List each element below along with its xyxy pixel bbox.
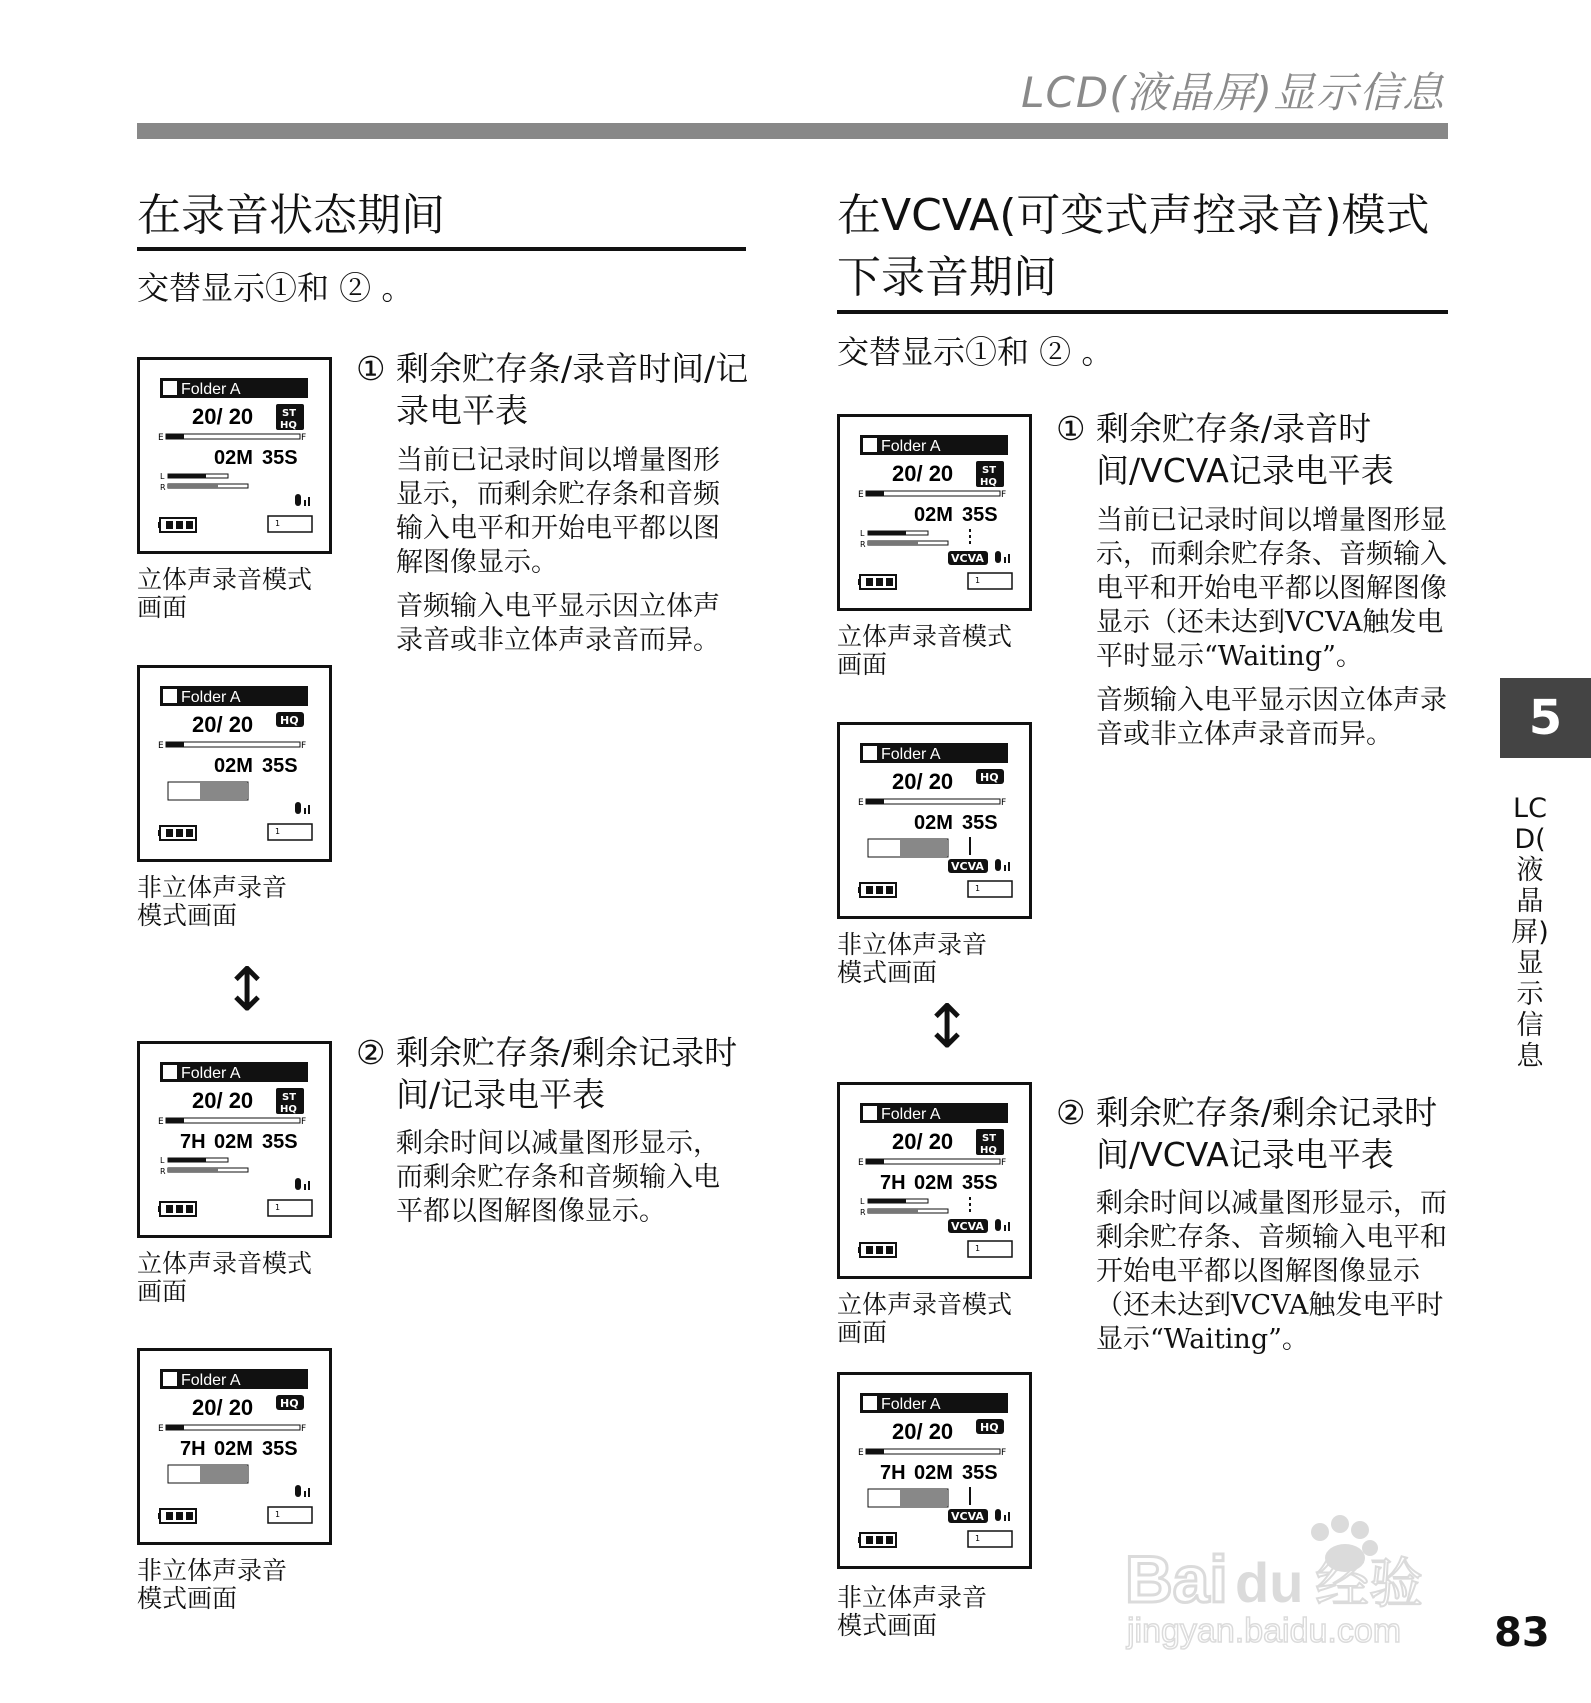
file-counter: 20/ 20	[892, 461, 954, 486]
index-mark: 1	[975, 1244, 981, 1253]
level-meter-r-fill	[168, 1168, 218, 1172]
st-badge-text: ST	[282, 1092, 297, 1103]
page-number: 83	[1494, 1610, 1550, 1656]
lcd-display	[140, 668, 329, 859]
meter-f-label: F	[301, 1117, 307, 1127]
battery-segment	[876, 886, 883, 894]
channel-r-label: R	[160, 1167, 166, 1176]
channel-l-label: L	[160, 1156, 165, 1165]
battery-segment	[886, 578, 893, 586]
signal-bar-icon	[1004, 865, 1006, 871]
memory-bar	[866, 491, 1000, 496]
level-meter-mono-fill	[200, 783, 247, 799]
signal-bar-icon	[1008, 862, 1010, 871]
circled-number: ②	[356, 1033, 386, 1072]
lcd-screen	[137, 665, 332, 862]
lcd-display	[840, 725, 1029, 916]
file-counter: 20/ 20	[192, 1088, 254, 1113]
index-mark: 1	[275, 519, 281, 528]
file-counter: 20/ 20	[192, 404, 254, 429]
left-section-title: 在录音状态期间	[137, 190, 445, 241]
meter-e-label: E	[158, 741, 164, 751]
memory-bar-fill	[166, 1425, 184, 1430]
chapter-side-label: LCD(液晶屏)显示信息	[1511, 793, 1549, 1072]
hq-badge-text: HQ	[980, 1145, 997, 1156]
lcd-display	[140, 1351, 329, 1542]
mic-icon	[995, 859, 1001, 871]
index-mark: 1	[275, 1510, 281, 1519]
channel-r-label: R	[860, 1208, 866, 1217]
time-seconds: 35S	[962, 1462, 998, 1484]
time-hours: 7H	[880, 1462, 906, 1484]
vcva-badge-text: VCVA	[951, 552, 984, 565]
svg-text:jingyan.baidu.com: jingyan.baidu.com	[1127, 1612, 1402, 1650]
alternation-arrow-icon: ↕	[922, 992, 973, 1062]
paragraph: 剩余时间以减量图形显示，而剩余贮存条、音频输入电平和开始电平都以图解图像显示（还未达到VCVA触发电平时显示“Waiting”。	[1096, 1188, 1447, 1355]
battery-segment	[176, 829, 183, 837]
signal-bar-icon	[308, 1181, 310, 1190]
hq-badge-text: HQ	[280, 1104, 297, 1115]
svg-text:经验: 经验	[1315, 1552, 1423, 1615]
left-item2-description	[396, 1127, 746, 1239]
folder-lock-icon	[163, 381, 177, 395]
meter-e-label: E	[858, 1158, 864, 1168]
st-badge-text: ST	[982, 1133, 997, 1144]
hq-badge-text: HQ	[280, 714, 299, 727]
battery-segment	[876, 578, 883, 586]
meter-e-label: E	[158, 1117, 164, 1127]
battery-tip-icon	[158, 522, 161, 528]
meter-e-label: E	[158, 1424, 164, 1434]
battery-segment	[866, 578, 873, 586]
channel-l-label: L	[860, 1197, 865, 1206]
level-meter-r-fill	[168, 484, 218, 488]
mic-icon	[995, 1219, 1001, 1231]
hq-badge-text: HQ	[280, 1397, 299, 1410]
mic-icon	[995, 1509, 1001, 1521]
level-meter-r-fill	[868, 541, 918, 545]
battery-segment	[176, 1512, 183, 1520]
signal-bar-icon	[304, 1491, 306, 1497]
vcva-badge-text: VCVA	[951, 1220, 984, 1233]
time-seconds: 35S	[262, 1438, 298, 1460]
paragraph: 音频输入电平显示因立体声录音或非立体声录音而异。	[396, 591, 720, 656]
left-item1-title	[356, 348, 752, 432]
paragraph: 剩余时间以减量图形显示，而剩余贮存条和音频输入电平都以图解图像显示。	[396, 1128, 720, 1227]
mic-icon	[995, 551, 1001, 563]
time-minutes: 02M	[914, 504, 953, 526]
time-seconds: 35S	[262, 1131, 298, 1153]
lcd-display	[840, 417, 1029, 608]
battery-segment	[886, 1536, 893, 1544]
right-section-title: 在VCVA(可变式声控录音)模式下录音期间	[837, 190, 1430, 303]
lcd-caption: 非立体声录音模式画面	[837, 930, 988, 987]
folder-lock-icon	[163, 1372, 177, 1386]
time-hours: 7H	[180, 1131, 206, 1153]
hq-badge-text: HQ	[980, 477, 997, 488]
lcd-screen	[837, 722, 1032, 919]
battery-segment	[186, 1512, 193, 1520]
time-minutes: 02M	[914, 812, 953, 834]
item-title-text: 剩余贮存条/剩余记录时间/记录电平表	[396, 1033, 738, 1114]
meter-e-label: E	[858, 798, 864, 808]
lcd-screen	[137, 1348, 332, 1545]
index-mark: 1	[975, 1534, 981, 1543]
meter-f-label: F	[1001, 490, 1007, 500]
time-hours: 7H	[180, 1438, 206, 1460]
signal-bar-icon	[308, 805, 310, 814]
lcd-display	[840, 1085, 1029, 1276]
time-seconds: 35S	[962, 812, 998, 834]
battery-segment	[186, 521, 193, 529]
file-counter: 20/ 20	[892, 1419, 954, 1444]
circled-number: ①	[1056, 409, 1086, 448]
folder-label: Folder A	[881, 1396, 941, 1413]
signal-bar-icon	[308, 1488, 310, 1497]
right-item2-title	[1056, 1092, 1452, 1176]
signal-bar-icon	[308, 497, 310, 506]
paragraph: 当前已记录时间以增量图形显示，而剩余贮存条和音频输入电平和开始电平都以图解图像显示。	[396, 445, 720, 578]
level-meter-l-fill	[168, 474, 206, 478]
paragraph: 当前已记录时间以增量图形显示，而剩余贮存条、音频输入电平和开始电平都以图解图像显示（还未达到VCVA触发电平时显示“Waiting”。	[1096, 505, 1447, 672]
signal-bar-icon	[304, 500, 306, 506]
circled-number: ②	[1056, 1093, 1086, 1132]
meter-f-label: F	[301, 741, 307, 751]
mic-icon	[295, 802, 301, 814]
hq-badge-text: HQ	[980, 1421, 999, 1434]
left-item1-description	[396, 444, 746, 668]
vcva-badge-text: VCVA	[951, 860, 984, 873]
battery-segment	[866, 1246, 873, 1254]
memory-bar	[166, 1118, 300, 1123]
signal-bar-icon	[1004, 1225, 1006, 1231]
meter-f-label: F	[301, 1424, 307, 1434]
index-mark: 1	[275, 1203, 281, 1212]
lcd-screen	[837, 1372, 1032, 1569]
battery-tip-icon	[158, 1513, 161, 1519]
battery-segment	[886, 1246, 893, 1254]
time-seconds: 35S	[262, 447, 298, 469]
baidu-watermark-logo	[1125, 1510, 1485, 1650]
battery-segment	[186, 1205, 193, 1213]
level-meter-l-fill	[168, 1158, 206, 1162]
folder-label: Folder A	[181, 1372, 241, 1389]
folder-lock-icon	[163, 1065, 177, 1079]
memory-bar-fill	[166, 742, 184, 747]
battery-segment	[166, 829, 173, 837]
lcd-caption: 非立体声录音模式画面	[837, 1583, 988, 1640]
meter-f-label: F	[301, 433, 307, 443]
memory-bar	[166, 434, 300, 439]
meter-f-label: F	[1001, 1158, 1007, 1168]
meter-f-label: F	[1001, 798, 1007, 808]
memory-bar	[166, 742, 300, 747]
meter-e-label: E	[158, 433, 164, 443]
time-minutes: 02M	[914, 1172, 953, 1194]
time-minutes: 02M	[214, 1438, 253, 1460]
signal-bar-icon	[304, 808, 306, 814]
battery-tip-icon	[858, 1247, 861, 1253]
hq-badge-text: HQ	[280, 420, 297, 431]
lcd-caption: 立体声录音模式画面	[837, 1290, 1013, 1347]
memory-bar-fill	[866, 799, 884, 804]
memory-bar-fill	[866, 1159, 884, 1164]
battery-segment	[166, 1205, 173, 1213]
signal-bar-icon	[304, 1184, 306, 1190]
st-badge-text: ST	[282, 408, 297, 419]
level-meter-mono-fill	[900, 1490, 947, 1506]
signal-bar-icon	[1004, 557, 1006, 563]
item-title-text: 剩余贮存条/录音时间/VCVA记录电平表	[1096, 409, 1394, 490]
folder-lock-icon	[863, 1396, 877, 1410]
battery-segment	[866, 1536, 873, 1544]
mic-icon	[295, 1485, 301, 1497]
battery-segment	[176, 521, 183, 529]
left-section-rule	[137, 247, 746, 251]
lcd-caption: 立体声录音模式画面	[137, 565, 313, 622]
item-title-text: 剩余贮存条/录音时间/记录电平表	[396, 349, 749, 430]
meter-e-label: E	[858, 1448, 864, 1458]
battery-segment	[166, 1512, 173, 1520]
right-section-rule	[837, 310, 1448, 314]
folder-label: Folder A	[881, 746, 941, 763]
time-minutes: 02M	[214, 755, 253, 777]
channel-l-label: L	[860, 529, 865, 538]
memory-bar	[866, 799, 1000, 804]
mic-icon	[295, 494, 301, 506]
paragraph: 音频输入电平显示因立体声录音或非立体声录音而异。	[1096, 685, 1447, 750]
hq-badge-text: HQ	[980, 771, 999, 784]
memory-bar-fill	[866, 1449, 884, 1454]
memory-bar-fill	[866, 491, 884, 496]
battery-segment	[866, 886, 873, 894]
signal-bar-icon	[1008, 1222, 1010, 1231]
battery-tip-icon	[858, 887, 861, 893]
right-item2-description	[1096, 1187, 1448, 1367]
right-item1-title	[1056, 408, 1452, 492]
folder-label: Folder A	[881, 438, 941, 455]
st-badge-text: ST	[982, 465, 997, 476]
left-intro: 交替显示①和 ② 。	[137, 269, 414, 307]
index-mark: 1	[975, 576, 981, 585]
right-item1-description	[1096, 504, 1448, 762]
time-seconds: 35S	[962, 504, 998, 526]
vcva-badge-text: VCVA	[951, 1510, 984, 1523]
channel-r-label: R	[160, 483, 166, 492]
lcd-display	[140, 360, 329, 551]
memory-bar-fill	[166, 1118, 184, 1123]
battery-tip-icon	[858, 579, 861, 585]
lcd-caption: 非立体声录音模式画面	[137, 873, 288, 930]
battery-segment	[886, 886, 893, 894]
folder-label: Folder A	[181, 689, 241, 706]
lcd-caption: 立体声录音模式画面	[137, 1249, 313, 1306]
circled-number: ①	[356, 349, 386, 388]
memory-bar-fill	[166, 434, 184, 439]
battery-segment	[186, 829, 193, 837]
svg-text:du: du	[1235, 1551, 1304, 1614]
time-minutes: 02M	[214, 1131, 253, 1153]
battery-segment	[166, 521, 173, 529]
folder-lock-icon	[163, 689, 177, 703]
lcd-screen	[837, 1082, 1032, 1279]
battery-segment	[876, 1536, 883, 1544]
time-seconds: 35S	[262, 755, 298, 777]
channel-r-label: R	[860, 540, 866, 549]
time-hours: 7H	[880, 1172, 906, 1194]
level-meter-l-fill	[868, 531, 906, 535]
file-counter: 20/ 20	[192, 1395, 254, 1420]
lcd-display	[840, 1375, 1029, 1566]
level-meter-r-fill	[868, 1209, 918, 1213]
signal-bar-icon	[1008, 554, 1010, 563]
battery-segment	[176, 1205, 183, 1213]
signal-bar-icon	[1008, 1512, 1010, 1521]
folder-lock-icon	[863, 746, 877, 760]
folder-label: Folder A	[181, 381, 241, 398]
file-counter: 20/ 20	[192, 712, 254, 737]
chapter-tab: 5	[1500, 678, 1591, 758]
chapter-header-title: LCD(液晶屏)显示信息	[1021, 68, 1445, 117]
battery-tip-icon	[158, 1206, 161, 1212]
lcd-screen	[137, 1041, 332, 1238]
time-minutes: 02M	[214, 447, 253, 469]
memory-bar	[166, 1425, 300, 1430]
svg-text:Bai: Bai	[1125, 1542, 1228, 1616]
battery-tip-icon	[858, 1537, 861, 1543]
folder-label: Folder A	[881, 1106, 941, 1123]
mic-icon	[295, 1178, 301, 1190]
lcd-screen	[837, 414, 1032, 611]
folder-lock-icon	[863, 438, 877, 452]
level-meter-l-fill	[868, 1199, 906, 1203]
alternation-arrow-icon: ↕	[222, 955, 273, 1025]
channel-l-label: L	[160, 472, 165, 481]
file-counter: 20/ 20	[892, 769, 954, 794]
memory-bar	[866, 1449, 1000, 1454]
header-rule	[137, 123, 1448, 139]
meter-f-label: F	[1001, 1448, 1007, 1458]
time-seconds: 35S	[962, 1172, 998, 1194]
folder-lock-icon	[863, 1106, 877, 1120]
lcd-caption: 立体声录音模式画面	[837, 622, 1013, 679]
lcd-caption: 非立体声录音模式画面	[137, 1556, 288, 1613]
battery-segment	[876, 1246, 883, 1254]
meter-e-label: E	[858, 490, 864, 500]
folder-label: Folder A	[181, 1065, 241, 1082]
time-minutes: 02M	[914, 1462, 953, 1484]
index-mark: 1	[275, 827, 281, 836]
lcd-display	[140, 1044, 329, 1235]
file-counter: 20/ 20	[892, 1129, 954, 1154]
right-intro: 交替显示①和 ② 。	[837, 333, 1114, 371]
signal-bar-icon	[1004, 1515, 1006, 1521]
left-item2-title	[356, 1032, 752, 1116]
level-meter-mono-fill	[200, 1466, 247, 1482]
lcd-screen	[137, 357, 332, 554]
memory-bar	[866, 1159, 1000, 1164]
level-meter-mono-fill	[900, 840, 947, 856]
index-mark: 1	[975, 884, 981, 893]
battery-tip-icon	[158, 830, 161, 836]
item-title-text: 剩余贮存条/剩余记录时间/VCVA记录电平表	[1096, 1093, 1438, 1174]
